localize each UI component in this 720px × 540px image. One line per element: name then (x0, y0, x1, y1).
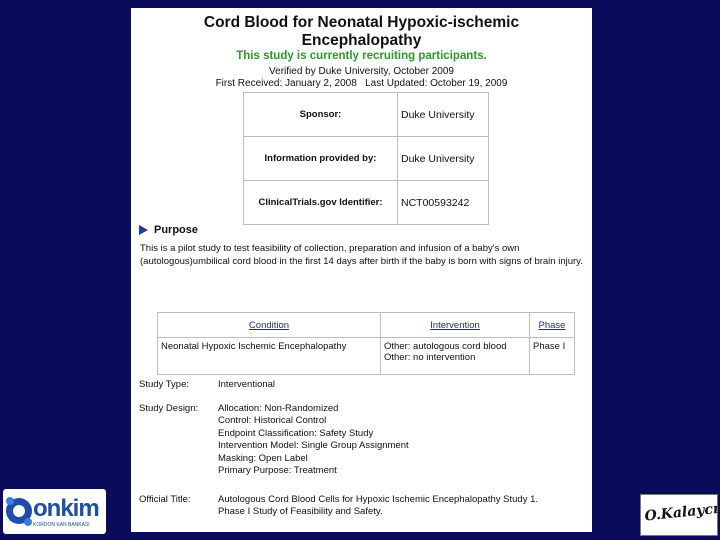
design-item: Primary Purpose: Treatment (218, 465, 337, 476)
intervention-cell (381, 338, 530, 375)
phase-header-link[interactable]: Phase (538, 319, 566, 331)
official-title-value (218, 494, 538, 519)
dates-line: First Received: January 2, 2008 Last Updated: October 19, 2009 (215, 78, 508, 89)
page-title (131, 14, 592, 50)
official-title-label: Official Title: (139, 493, 191, 505)
phase-header[interactable] (530, 313, 575, 338)
intervention-item: Other: autologous cord blood (384, 341, 507, 352)
table-row (158, 338, 575, 375)
recruiting-status: This study is currently recruiting participants. (236, 50, 487, 62)
official-title-row (139, 494, 538, 519)
condition-header-link[interactable]: Condition (248, 319, 290, 331)
sponsor-label: Sponsor: (244, 93, 398, 137)
intervention-header[interactable] (381, 313, 530, 338)
signature-text: O.Kalaycı (643, 500, 720, 525)
study-design-label: Study Design: (139, 402, 199, 414)
table-header-row (158, 313, 575, 338)
sponsor-value: Duke University (398, 93, 489, 137)
identifier-label: ClinicalTrials.gov Identifier: (244, 181, 398, 225)
condition-cell: Neonatal Hypoxic Ischemic Encephalopathy (158, 338, 381, 375)
purpose-heading-text: Purpose (154, 224, 199, 236)
condition-header[interactable] (158, 313, 381, 338)
title-line-2: Encephalopathy (301, 32, 422, 49)
study-design-row (139, 403, 538, 478)
design-item: Masking: Open Label (218, 452, 308, 464)
identifier-value: NCT00593242 (398, 181, 489, 225)
table-row (244, 93, 489, 137)
study-type-label: Study Type: (139, 379, 189, 390)
verified-line: Verified by Duke University, October 2009 (269, 66, 454, 77)
table-row (244, 181, 489, 225)
official-title-line-1: Autologous Cord Blood Cells for Hypoxic Ischemic Encephalopathy Study 1. (218, 493, 539, 505)
provider-value: Duke University (398, 137, 489, 181)
signature-box (640, 494, 718, 536)
title-line-1: Cord Blood for Neonatal Hypoxic-ischemic (203, 14, 520, 31)
table-row (244, 137, 489, 181)
study-design-values (218, 403, 409, 478)
purpose-text: This is a pilot study to test feasibility of collection, preparation and infusion of a baby's own (autologous)umbilical cord blood in the first 14 days after birth if the baby is born with signs of brain injury. (140, 243, 583, 267)
study-details (139, 379, 538, 519)
phase-cell: Phase I (530, 338, 575, 375)
conditions-table (157, 312, 575, 375)
provider-label: Information provided by: (244, 137, 398, 181)
intervention-header-link[interactable]: Intervention (430, 319, 480, 331)
purpose-heading (139, 224, 198, 236)
design-item: Endpoint Classification: Safety Study (218, 427, 374, 439)
design-item: Allocation: Non-Randomized (218, 402, 339, 414)
info-table (243, 92, 489, 225)
triangle-bullet-icon (139, 225, 148, 235)
document-page (131, 8, 592, 532)
logo-brand-text: onkim (33, 495, 99, 522)
official-title-line-2: Phase I Study of Feasibility and Safety. (218, 506, 383, 517)
study-type-value: Interventional (218, 379, 276, 390)
design-item: Control: Historical Control (218, 415, 327, 426)
logo-tagline-text: KORDON KAN BANKASI (33, 522, 90, 528)
onkim-logo (3, 489, 106, 534)
design-item: Intervention Model: Single Group Assignment (218, 440, 409, 451)
study-type-row (139, 379, 538, 392)
intervention-item: Other: no intervention (384, 352, 476, 363)
